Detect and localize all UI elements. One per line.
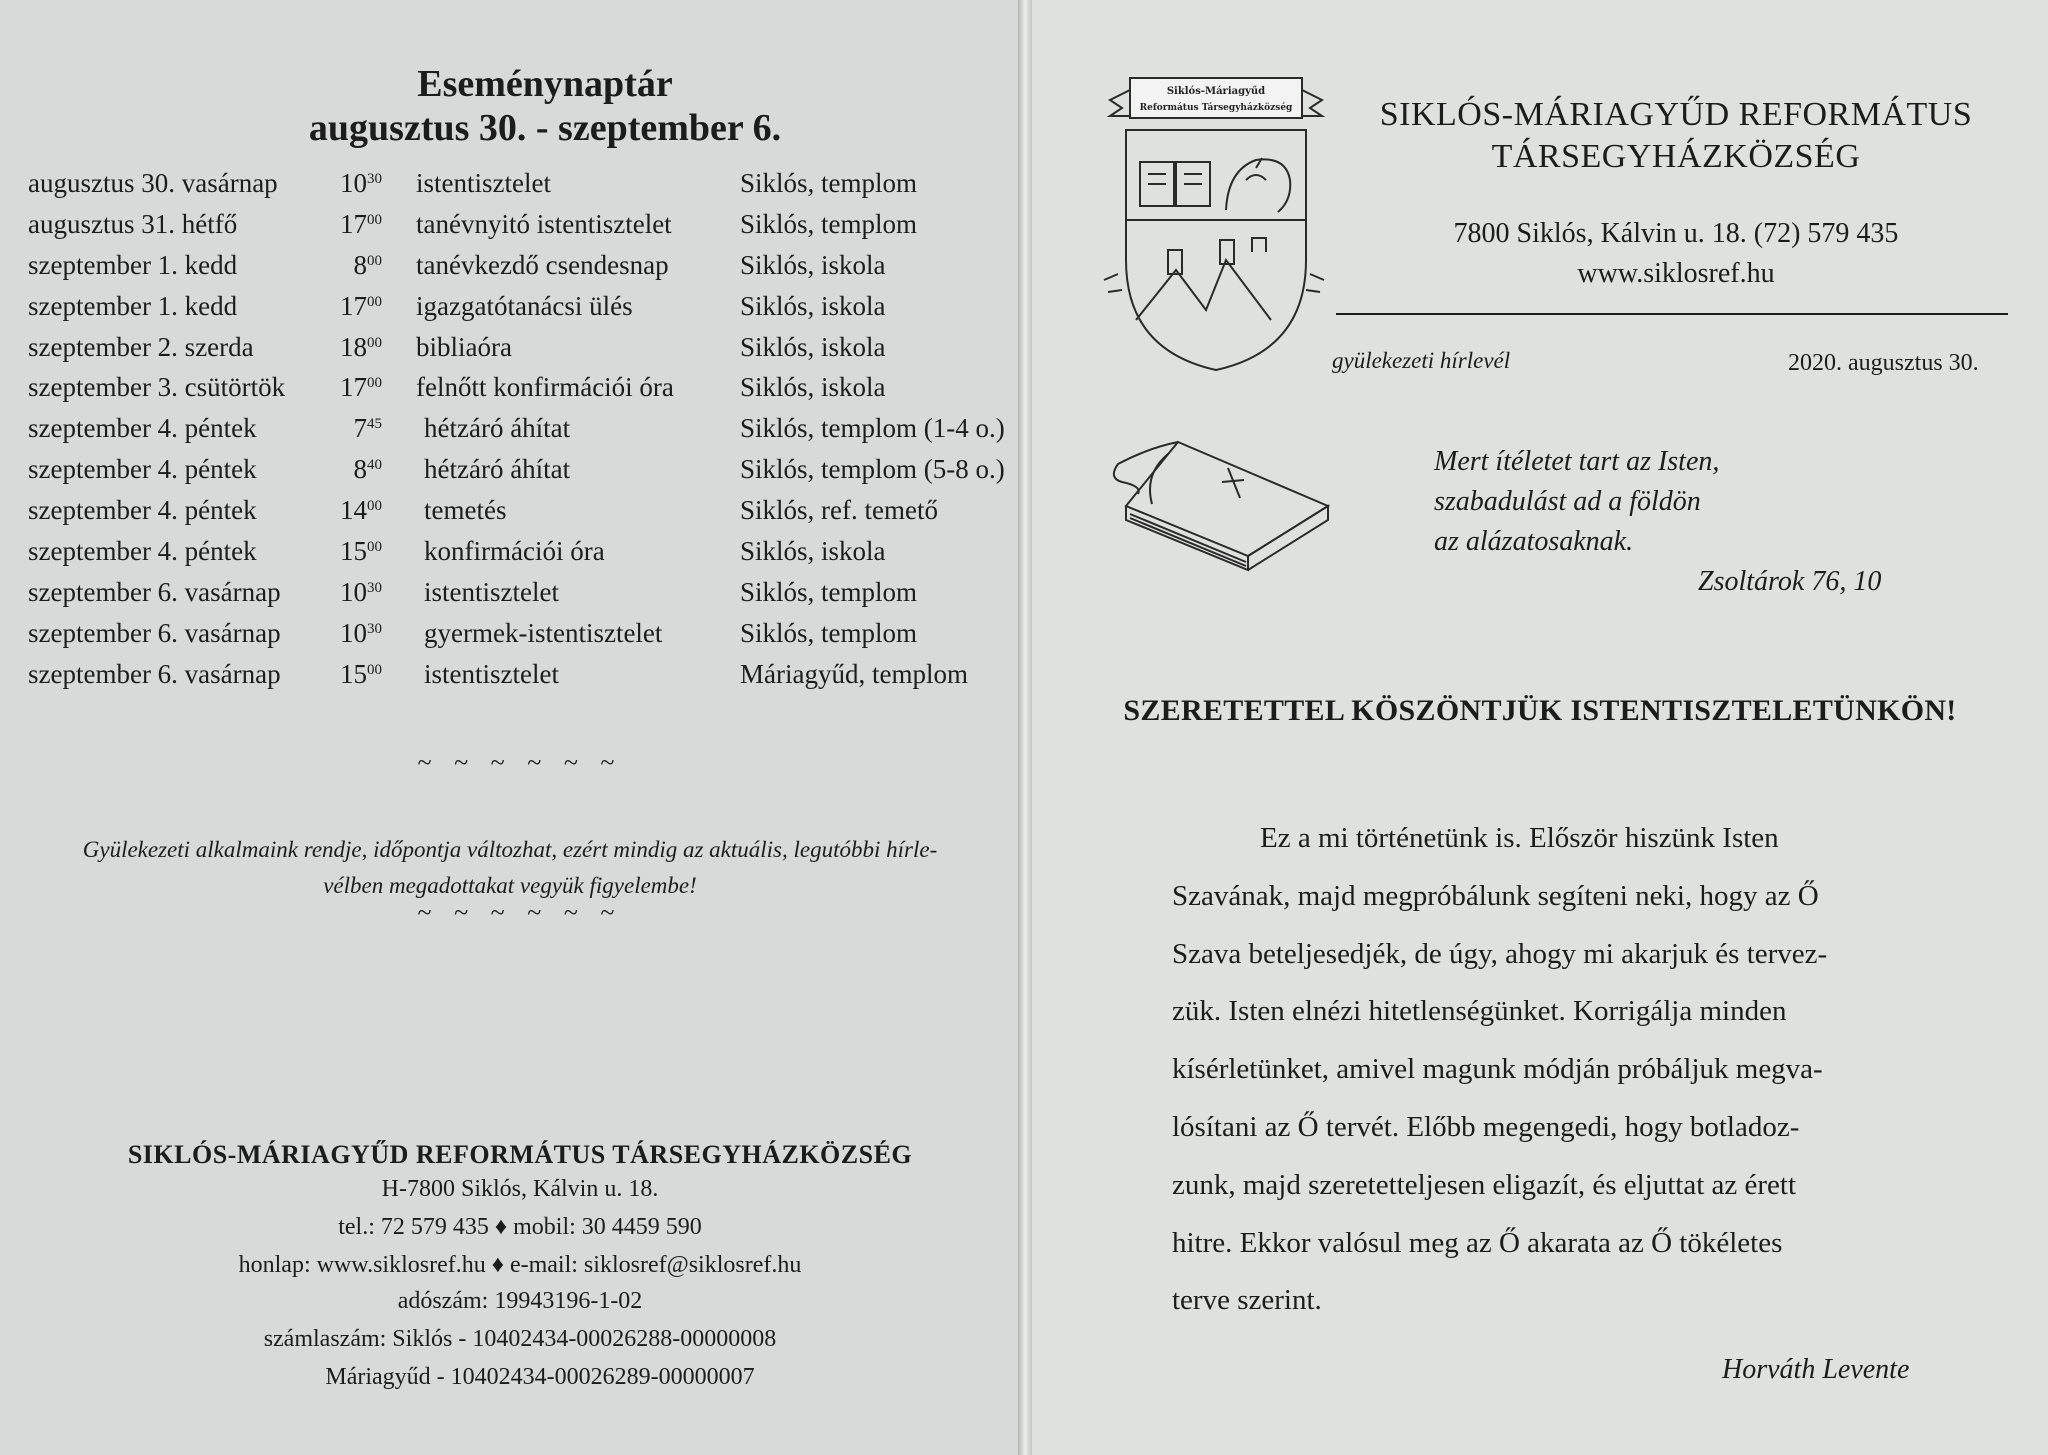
- bible-icon: [1108, 434, 1348, 584]
- event-list: [28, 168, 1018, 700]
- event-time: [282, 618, 382, 649]
- article-line: hitre. Ekkor valósul meg az Ő akarata az Ő tökéletes: [1172, 1226, 1783, 1259]
- separator-top: ~ ~ ~ ~ ~ ~: [417, 748, 623, 777]
- event-time-hour: 17: [340, 208, 367, 239]
- event-time: [282, 413, 382, 444]
- event-date: szeptember 4. péntek: [28, 495, 257, 526]
- event-place: Siklós, templom (5-8 o.): [740, 454, 1005, 485]
- event-date: szeptember 1. kedd: [28, 249, 238, 280]
- footer-phone: tel.: 72 579 435 ♦ mobil: 30 4459 590: [338, 1214, 702, 1240]
- event-time-hour: 17: [340, 372, 367, 403]
- event-time-hour: 10: [340, 576, 367, 607]
- event-time-minute: 00: [367, 293, 382, 310]
- article-line: kísérletünket, amivel magunk módján próbáljuk megva-: [1172, 1053, 1823, 1086]
- article-author: Horváth Levente: [1722, 1354, 1910, 1385]
- event-time-hour: 10: [340, 617, 367, 648]
- verse-line2: szabadulást ad a földön: [1434, 486, 1701, 517]
- event-time-hour: 8: [353, 249, 367, 280]
- newsletter-label: gyülekezeti hírlevél: [1332, 348, 1511, 373]
- event-date: szeptember 3. csütörtök: [28, 372, 286, 403]
- logo-banner-line2: Református Társegyházközség: [1139, 103, 1293, 113]
- event-row: [28, 209, 1018, 250]
- footer-tax-number: adószám: 19943196-1-02: [397, 1288, 643, 1314]
- event-time-minute: 30: [367, 579, 382, 596]
- footer-address: H-7800 Siklós, Kálvin u. 18.: [381, 1176, 659, 1202]
- event-time: [282, 332, 382, 363]
- footer-org-name: SIKLÓS-MÁRIAGYŰD REFORMÁTUS TÁRSEGYHÁZKÖZSÉG: [127, 1140, 913, 1169]
- event-name: konfirmációi óra: [424, 536, 605, 567]
- calendar-title-block: [0, 62, 1090, 150]
- schedule-note-line2: vélben megadottakat vegyük figyelembe!: [323, 873, 697, 898]
- event-place: Siklós, templom: [740, 576, 918, 607]
- calendar-subtitle: augusztus 30. - szeptember 6.: [308, 107, 782, 149]
- event-row: [28, 659, 1018, 700]
- event-name: felnőtt konfirmációi óra: [416, 372, 674, 403]
- event-place: Siklós, iskola: [740, 536, 886, 567]
- event-time-minute: 00: [367, 539, 382, 556]
- event-name: istentisztelet: [424, 658, 559, 689]
- event-row: [28, 413, 1018, 454]
- event-place: Siklós, templom: [740, 208, 918, 239]
- logo-banner-line1: Siklós-Máriagyűd: [1166, 86, 1266, 97]
- event-time: [282, 372, 382, 403]
- event-date: szeptember 1. kedd: [28, 290, 238, 321]
- event-date: szeptember 4. péntek: [28, 413, 257, 444]
- verse-reference: Zsoltárok 76, 10: [1698, 566, 1882, 597]
- event-time: [282, 577, 382, 608]
- event-time: [282, 536, 382, 567]
- event-place: Máriagyűd, templom: [740, 658, 968, 689]
- event-time-hour: 15: [340, 658, 367, 689]
- event-date: szeptember 4. péntek: [28, 454, 257, 485]
- event-date: szeptember 6. vasárnap: [28, 576, 281, 607]
- event-row: [28, 168, 1018, 209]
- event-time: [282, 250, 382, 281]
- event-place: Siklós, iskola: [740, 372, 886, 403]
- calendar-title: Eseménynaptár: [417, 63, 673, 105]
- event-name: istentisztelet: [424, 576, 559, 607]
- event-time: [282, 209, 382, 240]
- event-row: [28, 250, 1018, 291]
- event-name: gyermek-istentisztelet: [424, 617, 663, 648]
- event-time-hour: 15: [340, 536, 367, 567]
- event-row: [28, 495, 1018, 536]
- article-line: lósítani az Ő tervét. Előbb megengedi, hogy botladoz-: [1172, 1110, 1800, 1143]
- event-row: [28, 454, 1018, 495]
- event-time-hour: 8: [353, 454, 367, 485]
- event-date: szeptember 6. vasárnap: [28, 617, 281, 648]
- schedule-note-line1: Gyülekezeti alkalmaink rendje, időpontja változhat, ezért mindig az aktuális, legutóbbi hírle-: [82, 837, 938, 862]
- event-row: [28, 577, 1018, 618]
- event-place: Siklós, iskola: [740, 290, 886, 321]
- event-row: [28, 536, 1018, 577]
- event-time-minute: 00: [367, 252, 382, 269]
- event-date: augusztus 30. vasárnap: [28, 168, 278, 198]
- schedule-note: [40, 832, 980, 904]
- event-row: [28, 332, 1018, 373]
- event-time: [282, 291, 382, 322]
- church-title-line2: TÁRSEGYHÁZKÖZSÉG: [1491, 138, 1861, 175]
- event-time: [282, 659, 382, 690]
- article-line: zük. Isten elnézi hitetlenségünket. Korrigálja minden: [1172, 995, 1787, 1028]
- event-time-minute: 40: [367, 457, 382, 474]
- event-time: [282, 454, 382, 485]
- church-crest-logo: [1096, 70, 1336, 390]
- event-time: [282, 168, 382, 199]
- event-row: [28, 291, 1018, 332]
- article-line: Ez a mi történetünk is. Először hiszünk Isten: [1260, 822, 1779, 854]
- issue-date: 2020. augusztus 30.: [1788, 350, 1979, 376]
- event-time-hour: 10: [340, 168, 367, 198]
- separator-bottom: ~ ~ ~ ~ ~ ~: [417, 898, 623, 927]
- event-name: tanévkezdő csendesnap: [416, 249, 669, 280]
- event-date: szeptember 4. péntek: [28, 536, 257, 567]
- event-place: Siklós, templom: [740, 168, 918, 198]
- event-place: Siklós, iskola: [740, 331, 886, 362]
- footer-account-siklos: számlaszám: Siklós - 10402434-00026288-00000008: [263, 1326, 777, 1352]
- event-row: [28, 372, 1018, 413]
- event-time-hour: 14: [340, 495, 367, 526]
- church-address: 7800 Siklós, Kálvin u. 18. (72) 579 435: [1453, 218, 1899, 249]
- article-line: Szavának, majd megpróbálunk segíteni neki, hogy az Ő: [1172, 879, 1819, 912]
- church-title-line1: SIKLÓS-MÁRIAGYŰD REFORMÁTUS: [1379, 96, 1973, 133]
- event-time-hour: 18: [340, 331, 367, 362]
- event-time-minute: 00: [367, 334, 382, 351]
- footer-account-mariagyud: Máriagyűd - 10402434-00026289-00000007: [325, 1364, 755, 1390]
- bible-verse: [1434, 442, 1719, 562]
- event-place: Siklós, ref. temető: [740, 495, 938, 526]
- event-time-minute: 30: [367, 171, 382, 187]
- event-name: temetés: [424, 495, 507, 526]
- event-time-minute: 45: [367, 416, 382, 433]
- event-name: bibliaóra: [416, 331, 512, 362]
- event-time-hour: 17: [340, 290, 367, 321]
- article-body: [1172, 810, 1912, 1330]
- event-time-minute: 00: [367, 661, 382, 678]
- event-row: [28, 618, 1018, 659]
- event-time-minute: 30: [367, 620, 382, 637]
- verse-line1: Mert ítéletet tart az Isten,: [1434, 446, 1720, 477]
- event-name: istentisztelet: [416, 168, 551, 198]
- event-name: igazgatótanácsi ülés: [416, 290, 633, 321]
- church-website: www.siklosref.hu: [1577, 258, 1775, 289]
- event-name: hétzáró áhítat: [424, 413, 571, 444]
- event-name: hétzáró áhítat: [424, 454, 571, 485]
- event-date: szeptember 2. szerda: [28, 331, 254, 362]
- church-title: [1336, 94, 2016, 178]
- verse-line3: az alázatosaknak.: [1434, 526, 1634, 557]
- church-contact: [1336, 214, 2016, 294]
- article-line: Szava beteljesedjék, de úgy, ahogy mi akarjuk és tervez-: [1172, 937, 1828, 970]
- article-line: zunk, majd szeretetteljesen eligazít, és eljuttat az érett: [1172, 1168, 1797, 1201]
- event-place: Siklós, templom: [740, 617, 918, 648]
- event-time-hour: 7: [353, 413, 367, 444]
- header-rule: [1336, 313, 2008, 315]
- event-place: Siklós, templom (1-4 o.): [740, 413, 1005, 444]
- event-time-minute: 00: [367, 498, 382, 515]
- article-line: terve szerint.: [1172, 1284, 1322, 1317]
- event-time-minute: 00: [367, 375, 382, 392]
- event-time: [282, 495, 382, 526]
- event-date: szeptember 6. vasárnap: [28, 658, 281, 689]
- event-date: augusztus 31. hétfő: [28, 208, 238, 239]
- footer-web-email: honlap: www.siklosref.hu ♦ e-mail: siklosref@siklosref.hu: [238, 1252, 802, 1278]
- event-time-minute: 00: [367, 211, 382, 228]
- event-name: tanévnyitó istentisztelet: [416, 208, 672, 239]
- welcome-heading: SZERETETTEL KÖSZÖNTJÜK ISTENTISZTELETÜNKÖN!: [1123, 694, 1957, 727]
- event-place: Siklós, iskola: [740, 249, 886, 280]
